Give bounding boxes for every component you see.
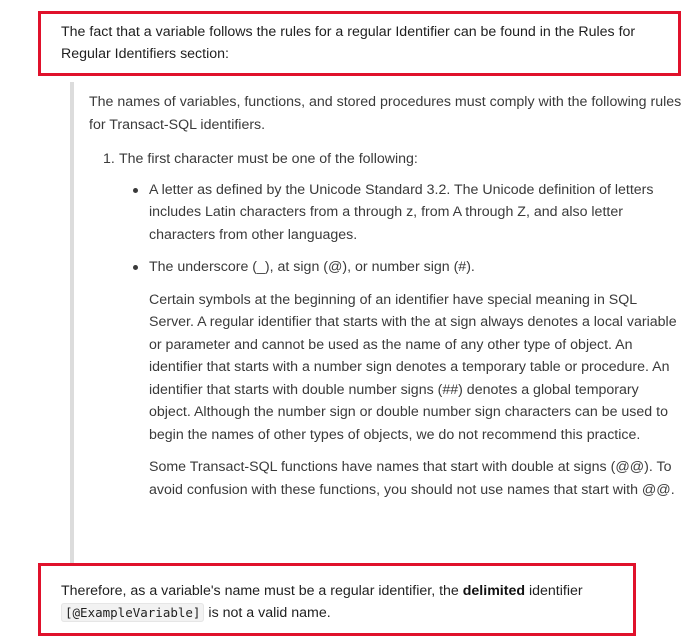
bullet-note: Certain symbols at the beginning of an identifier have special meaning in SQL Server. A regular identifier that starts with the at sign always denotes a local variable or parameter and cannot be used as the name of any other type of object. An identifier that starts with a number sign denotes a temporary table or procedure. An identifier that starts with double number signs (##) denotes a global temporary object. Although the number sign or double number sign characters can be used to begin the names of other types of objects, we do not recommend this practice. <box>149 291 677 443</box>
intro-text: The fact that a variable follows the rules for a regular Identifier can be found in the Rules for Regular Identifiers section: <box>61 24 636 62</box>
conclusion-part2: identifier <box>525 583 583 599</box>
highlight-box-intro <box>38 11 681 76</box>
bullet-note: Some Transact-SQL functions have names that start with double at signs (@@). To avoid confusion with these functions, you should not use names that start with @@. <box>149 459 675 498</box>
blockquote <box>89 91 684 511</box>
rule-text: The first character must be one of the following: <box>119 151 418 167</box>
bullet-list <box>119 179 684 502</box>
conclusion-part1: Therefore, as a variable's name must be a regular identifier, the <box>61 583 463 599</box>
bullet-text: The underscore (_), at sign (@), or number sign (#). <box>149 259 475 275</box>
bullet-item <box>119 256 684 501</box>
list-number: 1. <box>103 151 115 167</box>
bullet-item <box>119 179 684 247</box>
bullet-dot <box>133 188 138 193</box>
bullet-text: A letter as defined by the Unicode Standard 3.2. The Unicode definition of letters includes Latin characters from a through z, from A through Z, and also letter characters from other languages. <box>149 181 654 243</box>
inline-code: [@ExampleVariable] <box>61 603 204 622</box>
conclusion-part3: is not a valid name. <box>204 605 331 621</box>
highlight-box-conclusion <box>38 563 636 636</box>
blockquote-bar <box>70 82 74 563</box>
bullet-dot <box>133 265 138 270</box>
bold-delimited: delimited <box>462 583 526 599</box>
quote-lead-text: The names of variables, functions, and stored procedures must comply with the following rules for Transact-SQL identifiers. <box>89 94 682 133</box>
conclusion-text <box>61 580 621 624</box>
ordered-list-item <box>89 148 684 501</box>
